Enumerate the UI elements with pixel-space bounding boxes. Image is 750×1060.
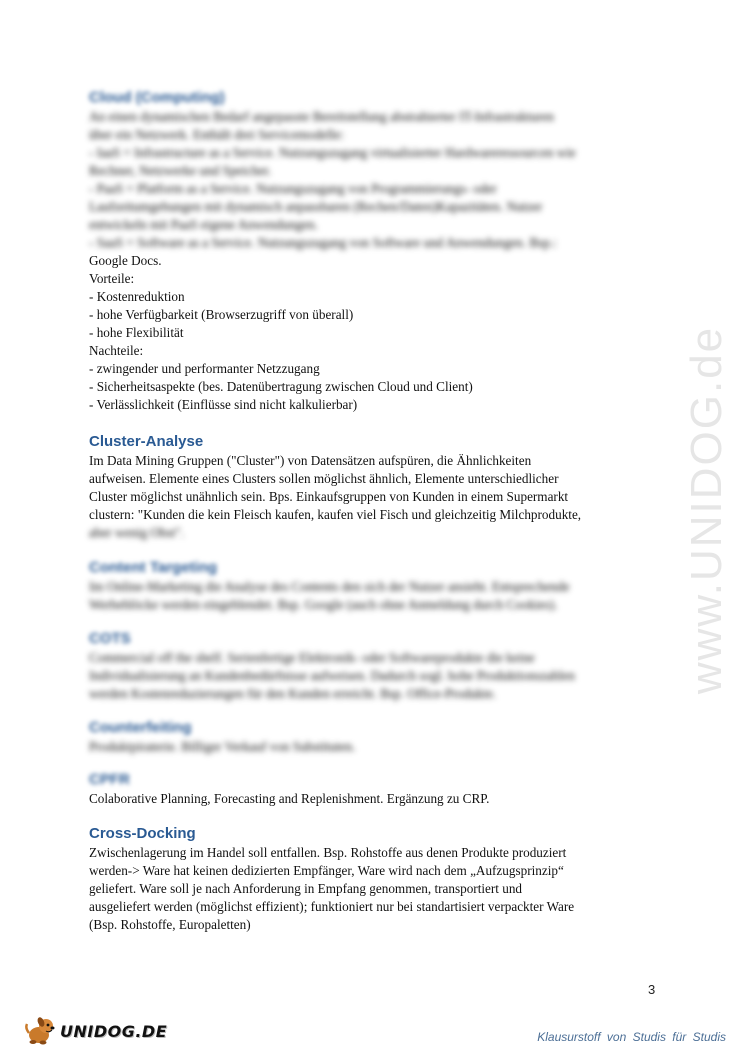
section-cloud-computing — [89, 88, 576, 414]
blurred-text-block — [89, 649, 575, 703]
text-line: Vorteile: — [89, 271, 135, 286]
text-line: entwickeln mit PaaS eigene Anwendungen. — [89, 217, 318, 232]
text-line: - hohe Verfügbarkeit (Browserzugriff von überall) — [89, 307, 354, 322]
blurred-text-block — [89, 578, 569, 614]
text-line: - Sicherheitsaspekte (bes. Datenübertragung zwischen Cloud und Client) — [89, 379, 473, 394]
text-line: Im Data Mining Gruppen ("Cluster") von Datensätzen aufspüren, die Ähnlichkeiten — [89, 453, 532, 468]
text-line: werden-> Ware hat keinen dedizierten Empfänger, Ware wird nach dem „Aufzugsprinzip“ — [89, 863, 564, 878]
text-line: geliefert. Ware soll je nach Anforderung in Empfang genommen, transportiert und — [89, 881, 523, 896]
text-line: Werbeblöcke werden eingeblendet. Bsp. Google (auch ohne Anmeldung durch Cookies). — [89, 597, 558, 612]
text-line: Individualisierung an Kundenbedürfnisse aufweisen. Dadurch sogl. hohe Produktionszahlen — [89, 668, 575, 683]
text-line: An einen dynamischen Bedarf angepasste Bereitstellung abstrahierter IT-Infrastrukturen — [89, 109, 554, 124]
text-line: - PaaS = Platform as a Service. Nutzungszugang von Programmierungs- oder — [89, 181, 497, 196]
section-cross-docking — [89, 824, 574, 934]
text-line: Zwischenlagerung im Handel soll entfallen. Bsp. Rohstoffe aus denen Produkte produziert — [89, 845, 567, 860]
text-line: Nachteile: — [89, 343, 144, 358]
blurred-text-block — [89, 108, 576, 252]
text-line: (Bsp. Rohstoffe, Europaletten) — [89, 917, 251, 932]
watermark-text: www.UNIDOG.de — [682, 325, 732, 695]
text-line: Im Online-Marketing die Analyse des Contents den sich der Nutzer ansieht. Entsprechende — [89, 579, 570, 594]
text-line: clustern: "Kunden die kein Fleisch kaufen, kaufen viel Fisch und gleichzeitig Milchprodukte, — [89, 507, 582, 522]
section-title: Cross-Docking — [89, 825, 196, 842]
section-title: Cluster-Analyse — [89, 433, 204, 450]
text-line: ausgeliefert werden (möglichst effizient); funktioniert nur bei standartisiert verpackter Ware — [89, 899, 575, 914]
section-title: CPFR — [89, 771, 130, 788]
section-title: Counterfeiting — [89, 719, 192, 736]
section-title: COTS — [89, 630, 131, 647]
section-title: Content Targeting — [89, 559, 218, 576]
text-line: - Verlässlichkeit (Einflüsse sind nicht kalkulierbar) — [89, 397, 358, 412]
text-line: Produktpiraterie. Billiger Verkauf von Substituten. — [89, 739, 356, 754]
text-line: aber wenig Obst". — [89, 525, 185, 540]
text-line: Rechner, Netzwerke und Speicher. — [89, 163, 272, 178]
clear-text-block — [89, 252, 576, 414]
text-line: - hohe Flexibilität — [89, 325, 184, 340]
text-line: Google Docs. — [89, 253, 162, 268]
section-counterfeiting — [89, 718, 355, 756]
text-line: über ein Netzwerk. Enthält drei Servicemodelle: — [89, 127, 344, 142]
section-content-targeting — [89, 558, 569, 614]
text-line: aufweisen. Elemente eines Clusters sollen möglichst ähnlich, Elemente unterschiedlicher — [89, 471, 559, 486]
page-number: 3 — [648, 982, 656, 997]
dog-mascot-icon — [24, 1016, 58, 1046]
text-line: - SaaS = Software as a Service. Nutzungszugang von Software und Anwendungen. Bsp.: — [89, 235, 557, 250]
unidog-logo — [24, 1016, 167, 1046]
text-line: werden Kostenreduzierungen für den Kunden erreicht. Bsp. Office-Produkte. — [89, 686, 496, 701]
text-line: Laufzeitumgebungen mit dynamisch anpassbaren (Rechen/Daten)Kapazitäten. Nutzer — [89, 199, 543, 214]
text-line: Cluster möglichst unähnlich sein. Bps. Einkaufsgruppen von Kunden in einem Supermarkt — [89, 489, 569, 504]
text-line: - Kostenreduktion — [89, 289, 185, 304]
text-line: - IaaS = Infrastructure as a Service. Nutzungszugang virtualisierter Hardwareressourcen wie — [89, 145, 576, 160]
footer-slogan: Klausurstoff von Studis für Studis — [537, 1030, 726, 1044]
blurred-text-block — [89, 738, 355, 756]
text-line: Commercial off the shelf. Serienfertige Elektronik- oder Softwareprodukte die keine — [89, 650, 535, 665]
logo-text: UNIDOG.DE — [60, 1021, 168, 1041]
section-cluster-analyse — [89, 432, 581, 542]
section-cpfr — [89, 770, 489, 808]
text-line: - zwingender und performanter Netzzugang — [89, 361, 320, 376]
text-line: Colaborative Planning, Forecasting and Replenishment. Ergänzung zu CRP. — [89, 791, 490, 806]
section-title: Cloud (Computing) — [89, 89, 225, 106]
section-cots — [89, 629, 575, 703]
watermark — [670, 280, 745, 740]
